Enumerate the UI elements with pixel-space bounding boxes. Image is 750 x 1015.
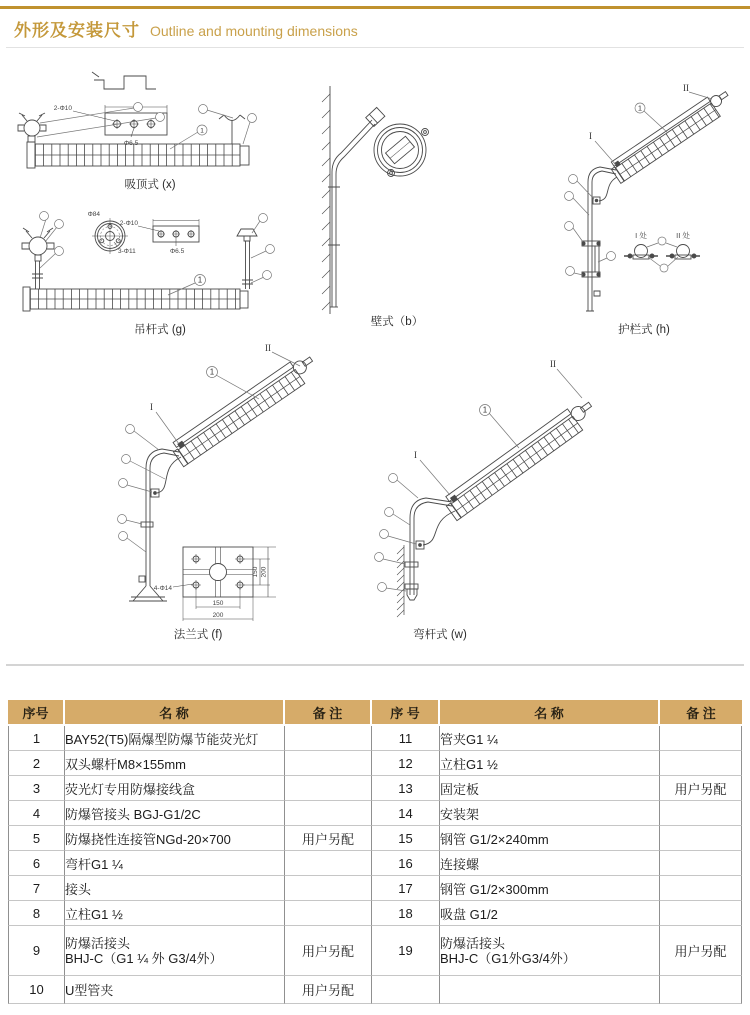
part-remark: [660, 826, 742, 851]
dim-2-phi10: 2-Φ10: [53, 105, 72, 112]
section-mark-II: II: [550, 359, 556, 369]
part-name: U型管夹: [65, 976, 285, 1004]
part-name: [440, 976, 660, 1004]
bent-linework: [397, 397, 600, 617]
row-no: 15: [372, 826, 440, 851]
table-row: [8, 801, 742, 826]
part-name-line2: BHJ-C（G1 ¼ 外 G3/4外）: [65, 950, 223, 966]
section-mark-II: II: [265, 343, 271, 353]
part-name: 安装架: [440, 801, 660, 826]
section-divider: [6, 664, 744, 666]
part-remark: [660, 726, 742, 751]
dim-3-phi11: 3-Φ11: [118, 248, 136, 255]
row-no: 18: [372, 901, 440, 926]
ceiling-hanger: [219, 115, 245, 144]
suspension-rod-left: [32, 261, 43, 289]
dim-4-phi14: 4-Φ14: [153, 585, 172, 592]
conduit-fitting: [593, 197, 600, 204]
row-no: 11: [372, 726, 440, 751]
row-no: 12: [372, 751, 440, 776]
pipe-clamps: [582, 241, 600, 296]
dim-phi84: Φ84: [87, 211, 100, 218]
part-remark: [660, 901, 742, 926]
pendant-linework: [22, 218, 257, 311]
part-remark: [285, 901, 372, 926]
section-header: [14, 16, 358, 41]
ceiling-cup: [237, 229, 257, 289]
part-name: 吸盘 G1/2: [440, 901, 660, 926]
part-remark: [660, 876, 742, 901]
table-row: [8, 901, 742, 926]
dim-v200: 200: [260, 566, 268, 578]
part-name: 防爆挠性连接管NGd-20×700: [65, 826, 285, 851]
header-rule: [6, 47, 744, 48]
flex-conduit: [423, 511, 455, 545]
z-bracket-profile: [92, 72, 156, 89]
row-no: 6: [8, 851, 65, 876]
part-name-line1: 防爆活接头: [65, 935, 131, 951]
base-plate-detail: [173, 547, 276, 621]
row-no: 10: [8, 976, 65, 1004]
callout-number-1: 1: [637, 103, 643, 113]
section-mark-I: I: [589, 131, 592, 141]
mounting-plate-detail: [73, 105, 167, 137]
junction-box: [18, 113, 46, 142]
part-name: 钢管 G1/2×300mm: [440, 876, 660, 901]
col-header-no: 序号: [8, 700, 65, 726]
angled-lamp: [608, 87, 735, 183]
part-remark: [285, 876, 372, 901]
part-remark: [285, 776, 372, 801]
top-accent-rule: [0, 6, 750, 9]
drawing-guardrail-mount: [540, 75, 750, 345]
table-row: [8, 726, 742, 751]
row-no: 19: [372, 926, 440, 976]
wall-hatching: [322, 94, 330, 310]
row-no: 3: [8, 776, 65, 801]
part-name: 固定板: [440, 776, 660, 801]
section-mark-I: I: [150, 402, 153, 412]
row-no: 17: [372, 876, 440, 901]
callout-number-1: 1: [209, 367, 215, 377]
dim-2-phi10: 2-Φ10: [119, 220, 138, 227]
guardrail-callouts: [565, 92, 713, 276]
part-remark: 用户另配: [660, 776, 742, 801]
pole: [405, 498, 452, 600]
section-mark-II: II: [683, 83, 689, 93]
col-header-remark: 备 注: [285, 700, 372, 726]
caption-bent: 弯杆式 (w): [413, 629, 467, 641]
row-no: 5: [8, 826, 65, 851]
col-header-no-2: 序 号: [372, 700, 440, 726]
part-remark: [660, 976, 742, 1004]
part-name-line2: BHJ-C（G1外G3/4外）: [440, 950, 576, 966]
pendant-callouts: [40, 212, 275, 296]
ceiling-linework: [18, 72, 249, 168]
caption-ceiling: 吸顶式 (x): [124, 179, 176, 191]
caption-flange: 法兰式 (f): [173, 629, 223, 641]
angled-lamp: [442, 397, 600, 521]
drawing-pendant-mount: [10, 196, 310, 341]
table-row: [8, 851, 742, 876]
plate-detail: [138, 219, 199, 246]
drawing-ceiling-mount: [10, 58, 310, 198]
drawing-bent-rod-mount: [360, 340, 660, 645]
dim-h200: 200: [212, 612, 224, 619]
part-name: 防爆管接头 BGJ-G1/2C: [65, 801, 285, 826]
part-remark: [660, 801, 742, 826]
pole: [129, 449, 179, 601]
dim-phi6-5: Φ6.5: [170, 248, 185, 255]
row-no: 7: [8, 876, 65, 901]
part-remark: [285, 751, 372, 776]
part-remark: 用户另配: [285, 826, 372, 851]
table-header-row: [8, 700, 742, 726]
wall-pipe: [328, 120, 375, 307]
part-remark: 用户另配: [285, 926, 372, 976]
junction-box: [22, 228, 54, 261]
part-name: 立柱G1 ½: [65, 901, 285, 926]
row-no: 4: [8, 801, 65, 826]
table-row: [8, 776, 742, 801]
part-name: 双头螺杆M8×155mm: [65, 751, 285, 776]
flex-conduit: [157, 457, 181, 493]
dim-v150: 150: [252, 566, 259, 578]
part-name: 管夹G1 ¼: [440, 726, 660, 751]
row-no: 13: [372, 776, 440, 801]
part-remark: [660, 751, 742, 776]
conduit-fitting: [416, 541, 424, 549]
row-no: 14: [372, 801, 440, 826]
guardrail-linework: [582, 87, 735, 311]
part-remark: [285, 801, 372, 826]
caption-pendant: 吊杆式 (g): [134, 324, 186, 336]
table-row: [8, 876, 742, 901]
part-name: 连接螺: [440, 851, 660, 876]
part-remark: [285, 726, 372, 751]
flange-linework: [129, 351, 320, 621]
callout-number-1: 1: [197, 275, 203, 285]
page-subtitle: Outline and mounting dimensions: [150, 23, 358, 39]
col-header-name: 名 称: [65, 700, 285, 726]
callout-number-1: 1: [482, 405, 488, 415]
part-remark: 用户另配: [285, 976, 372, 1004]
part-name: 弯杆G1 ¼: [65, 851, 285, 876]
row-no: 9: [8, 926, 65, 976]
part-name-line1: 防爆活接头: [440, 935, 506, 951]
part-name: 接头: [65, 876, 285, 901]
lamp-tube: [23, 287, 248, 311]
row-no: [372, 976, 440, 1004]
wall-linework: [322, 86, 429, 314]
part-name: 立柱G1 ½: [440, 751, 660, 776]
part-remark: [660, 851, 742, 876]
part-name: [65, 926, 285, 976]
drawing-wall-mount: [315, 72, 475, 337]
col-header-name-2: 名 称: [440, 700, 660, 726]
part-remark: [285, 851, 372, 876]
detail-label-II: II 处: [676, 231, 690, 240]
pole: [586, 167, 616, 311]
detail-label-I: I 处: [635, 231, 647, 240]
flex-conduit: [599, 177, 617, 201]
dim-phi6-5: Φ6.5: [124, 140, 139, 147]
row-no: 1: [8, 726, 65, 751]
surface-hatching: [397, 547, 404, 617]
table-row: [8, 926, 742, 976]
row-no: 16: [372, 851, 440, 876]
table-row: [8, 826, 742, 851]
part-name: [440, 926, 660, 976]
row-no: 8: [8, 901, 65, 926]
parts-table: [8, 700, 742, 1004]
end-fitting: [407, 589, 417, 600]
part-name: 钢管 G1/2×240mm: [440, 826, 660, 851]
section-mark-I: I: [414, 450, 417, 460]
lamp-end-view: [374, 124, 429, 177]
drawing-flange-mount: [60, 340, 360, 645]
caption-wall: 壁式（b）: [370, 316, 424, 328]
col-header-remark-2: 备 注: [660, 700, 742, 726]
part-remark: 用户另配: [660, 926, 742, 976]
dim-h150: 150: [212, 600, 224, 607]
caption-guardrail: 护栏式 (h): [618, 324, 670, 336]
clamp-detail-views: [624, 245, 700, 260]
part-name: BAY52(T5)隔爆型防爆节能荧光灯: [65, 726, 285, 751]
table-row: [8, 976, 742, 1004]
angled-lamp: [169, 351, 321, 466]
callout-number-1: 1: [200, 127, 204, 135]
page-title: 外形及安装尺寸: [14, 21, 140, 40]
part-name: 荧光灯专用防爆接线盒: [65, 776, 285, 801]
table-row: [8, 751, 742, 776]
row-no: 2: [8, 751, 65, 776]
